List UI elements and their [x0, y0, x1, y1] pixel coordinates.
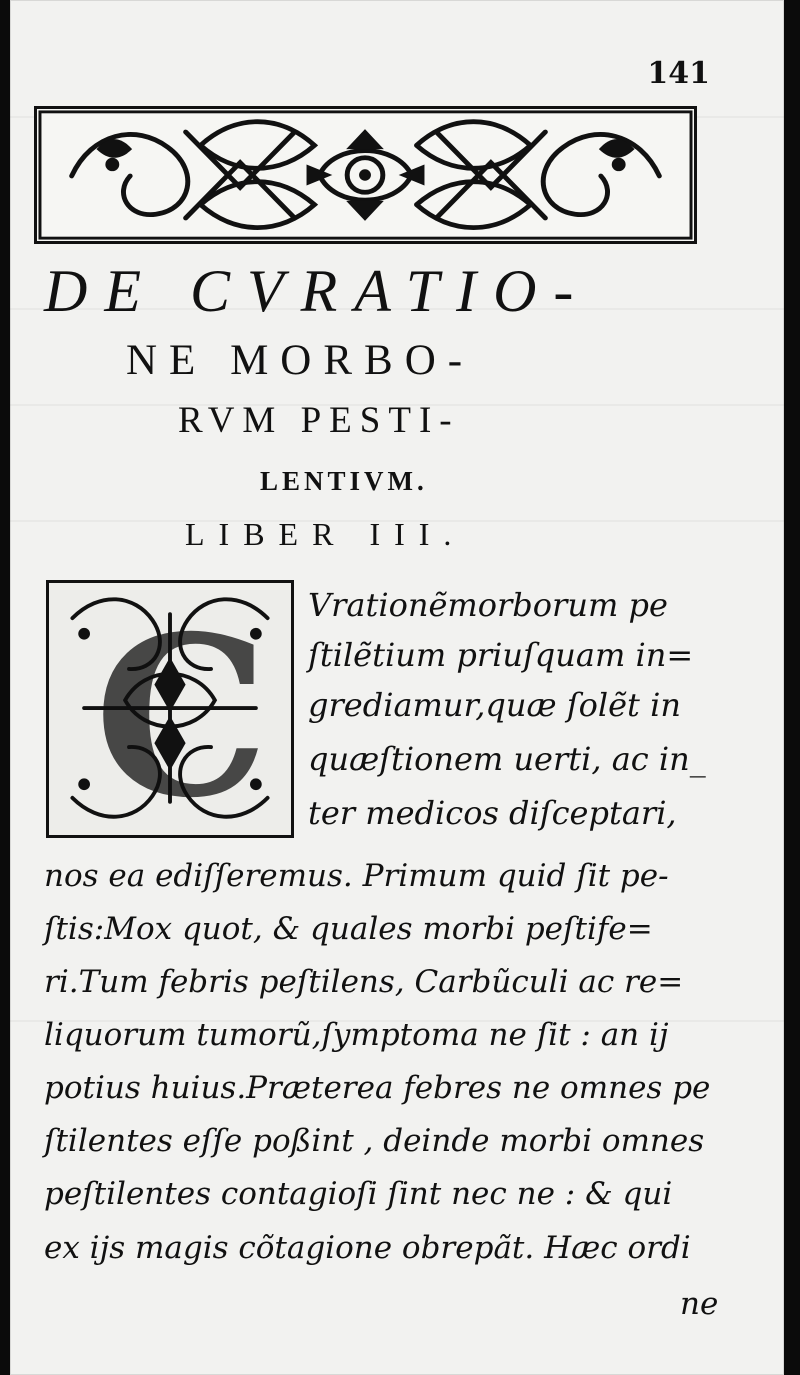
ornament-svg	[37, 109, 694, 241]
catchword: ne	[680, 1286, 719, 1322]
book-page	[10, 0, 784, 1375]
ornamental-headpiece	[34, 106, 697, 244]
text-line-2: ſtilẽtium priuſquam in=	[308, 636, 694, 674]
text-line-13: ex ijs magis cõtagione obrepãt. Hæc ordi	[44, 1230, 691, 1266]
book-label: LIBER III.	[185, 516, 466, 552]
text-line-11: ſtilentes eſſe poßint , deinde morbi omnes	[44, 1123, 705, 1159]
text-line-9: liquorum tumorũ,ſymptoma ne ſit : an ij	[44, 1017, 669, 1053]
text-line-6: nos ea ediſſeremus. Primum quid ſit pe-	[44, 858, 669, 894]
text-line-3: grediamur,quæ ſolẽt in	[308, 686, 681, 724]
text-line-4: quæſtionem uerti, ac in_	[308, 740, 706, 778]
text-line-12: peſtilentes contagioſi ſint nec ne : & qui	[44, 1176, 673, 1212]
page-number: 141	[647, 56, 710, 91]
decorated-initial	[46, 580, 294, 838]
title-line-1: DE CVRATIO-	[44, 258, 591, 324]
text-line-10: potius huius.Præterea febres ne omnes pe	[44, 1070, 711, 1106]
title-line-2: NE MORBO-	[126, 337, 475, 384]
text-line-1: Vrationẽmorborum pe	[308, 586, 668, 624]
title-line-4: LENTIVM.	[260, 466, 428, 496]
text-line-7: ſtis:Mox quot, & quales morbi peſtife=	[44, 911, 653, 947]
text-line-8: ri.Tum febris peſtilens, Carbũculi ac re=	[44, 964, 684, 1000]
initial-c: C	[94, 587, 270, 838]
text-line-5: ter medicos diſceptari,	[308, 794, 677, 832]
title-line-3: RVM PESTI-	[178, 400, 460, 441]
